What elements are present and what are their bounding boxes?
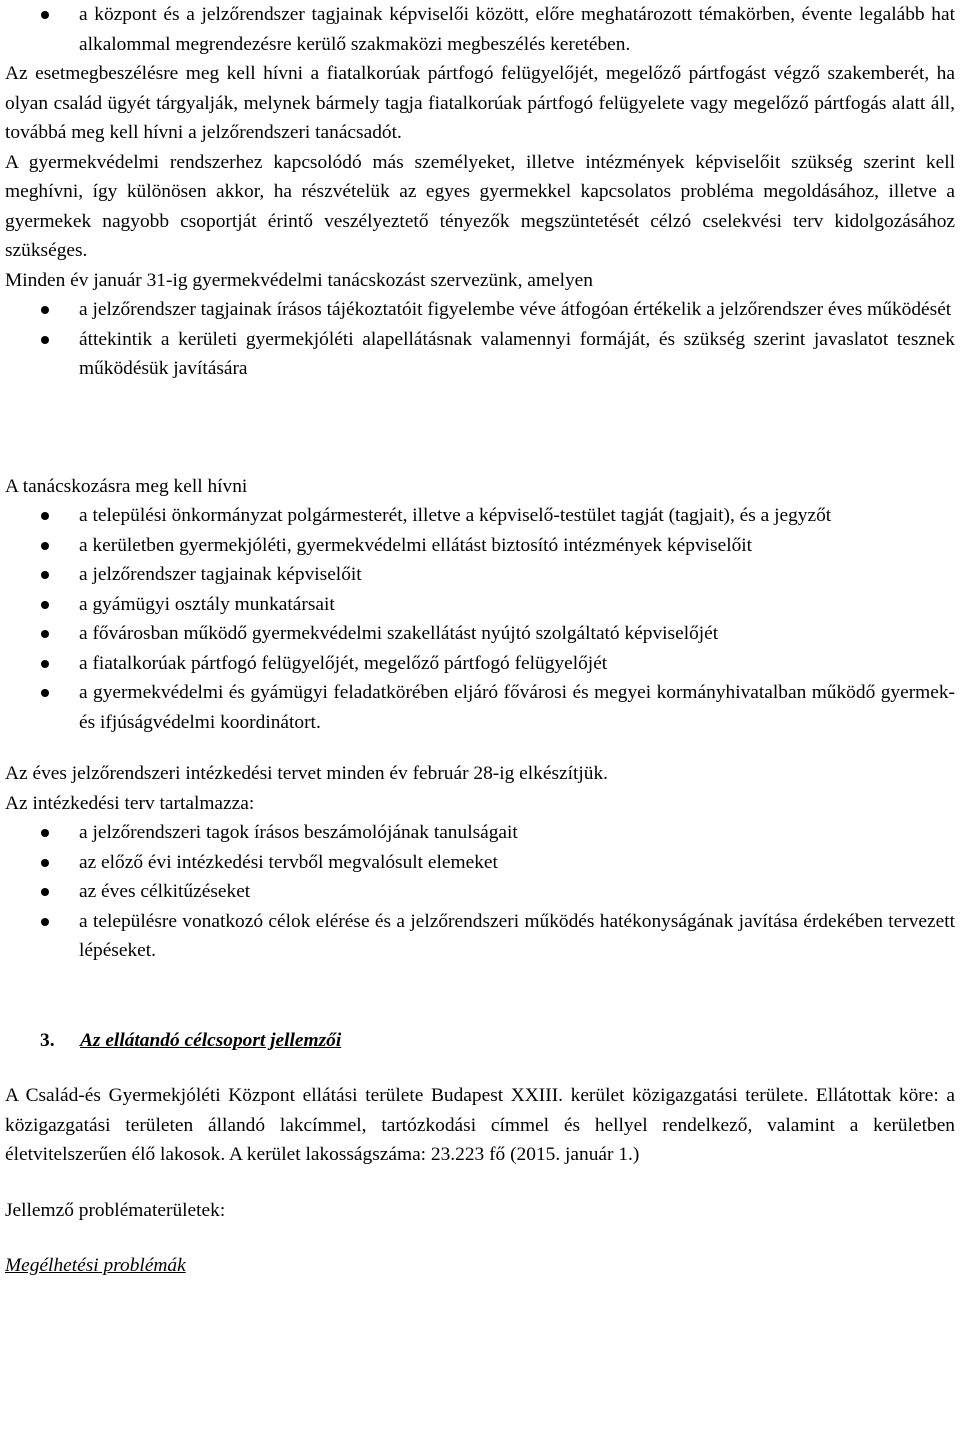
list-item: a településre vonatkozó célok elérése és a jelzőrendszeri működés hatékonyságának javítása érdekében tervezett lépéseket. — [5, 907, 955, 966]
bullet-list-top — [5, 0, 955, 59]
paragraph-jellemzo-problemak: Jellemző problématerületek: — [5, 1199, 226, 1221]
list-item: a központ és a jelzőrendszer tagjainak képviselői között, előre meghatározott témakörben, évente legalább hat alkalommal megrendezésre kerülő szakmaközi megbeszélés keretében. — [5, 0, 955, 59]
paragraph-tanacskozas: A tanácskozásra meg kell hívni — [5, 475, 248, 497]
paragraph-intezkedesi-terv: Az éves jelzőrendszeri intézkedési tervet minden év február 28-ig elkészítjük. — [5, 763, 609, 784]
list-item: a jelzőrendszeri tagok írásos beszámolójának tanulságait — [5, 818, 955, 848]
list-item: az előző évi intézkedési tervből megvalósult elemeket — [5, 848, 955, 878]
bullet-list-januar — [5, 295, 955, 384]
list-item: a fiatalkorúak pártfogó felügyelőjét, megelőző pártfogó felügyelőjét — [5, 649, 955, 679]
list-item: a gyámügyi osztály munkatársait — [5, 590, 955, 620]
section-title: Az ellátandó célcsoport jellemzői — [80, 1029, 342, 1051]
paragraph-terv-tartalmazza: Az intézkedési terv tartalmazza: — [5, 792, 255, 814]
section-heading — [5, 1026, 955, 1056]
bullet-list-terv — [5, 818, 955, 966]
subheading-megelhetesi: Megélhetési problémák — [5, 1255, 186, 1276]
paragraph-ellatasi-terulet: A Család-és Gyermekjóléti Központ ellátási területe Budapest XXIII. kerület közigazgatási területe. Ellátottak köre: a közigazgatási területen állandó lakcímmel, tartózkodási címmel és hellyel rendelkező, valamint a kerületben életvitelszerűen élő lakosok. A kerület lakosságszáma: 23.223 fő (2015. január 1.) — [5, 1085, 955, 1165]
list-item: a kerületben gyermekjóléti, gyermekvédelmi ellátást biztosító intézmények képviselőit — [5, 531, 955, 561]
bullet-list-tanacskozas — [5, 501, 955, 737]
list-item: a jelzőrendszer tagjainak képviselőit — [5, 560, 955, 590]
list-item: a fővárosban működő gyermekvédelmi szakellátást nyújtó szolgáltató képviselőjét — [5, 619, 955, 649]
list-item: a gyermekvédelmi és gyámügyi feladatkörében eljáró fővárosi és megyei kormányhivatalban működő gyermek- és ifjúságvédelmi koordinátort. — [5, 678, 955, 737]
paragraph-januar: Minden év január 31-ig gyermekvédelmi tanácskozást szervezünk, amelyen — [5, 269, 593, 291]
section-number: 3. — [40, 1029, 55, 1051]
list-item: a települési önkormányzat polgármesterét, illetve a képviselő-testület tagját (tagjait), és a jegyzőt — [5, 501, 955, 531]
list-item: az éves célkitűzéseket — [5, 877, 955, 907]
paragraph-gyermekvedelmi: A gyermekvédelmi rendszerhez kapcsolódó más személyeket, illetve intézmények képviselőit szükség szerint kell meghívni, így különösen akkor, ha részvételük az egyes gyermekkel kapcsolatos probléma megoldásához, illetve a gyermekek nagyobb csoportját érintő veszélyeztető tényezők megszüntetését célzó cselekvési terv kidolgozásához szükséges. — [5, 151, 955, 261]
list-item: áttekintik a kerületi gyermekjóléti alapellátásnak valamennyi formáját, és szükség szerint javaslatot tesznek működésük javítására — [5, 325, 955, 384]
list-item: a jelzőrendszer tagjainak írásos tájékoztatóit figyelembe véve átfogóan értékelik a jelzőrendszer éves működését — [5, 295, 955, 325]
document-page — [5, 0, 955, 1281]
paragraph-esetmegbeszeles: Az esetmegbeszélésre meg kell hívni a fiatalkorúak pártfogó felügyelőjét, megelőző pártfogást végző szakemberét, ha olyan család ügyét tárgyalják, melynek bármely tagja fiatalkorúak pártfogó felügyelete vagy megelőző pártfogás alatt áll, továbbá meg kell hívni a jelzőrendszeri tanácsadót. — [5, 63, 955, 143]
